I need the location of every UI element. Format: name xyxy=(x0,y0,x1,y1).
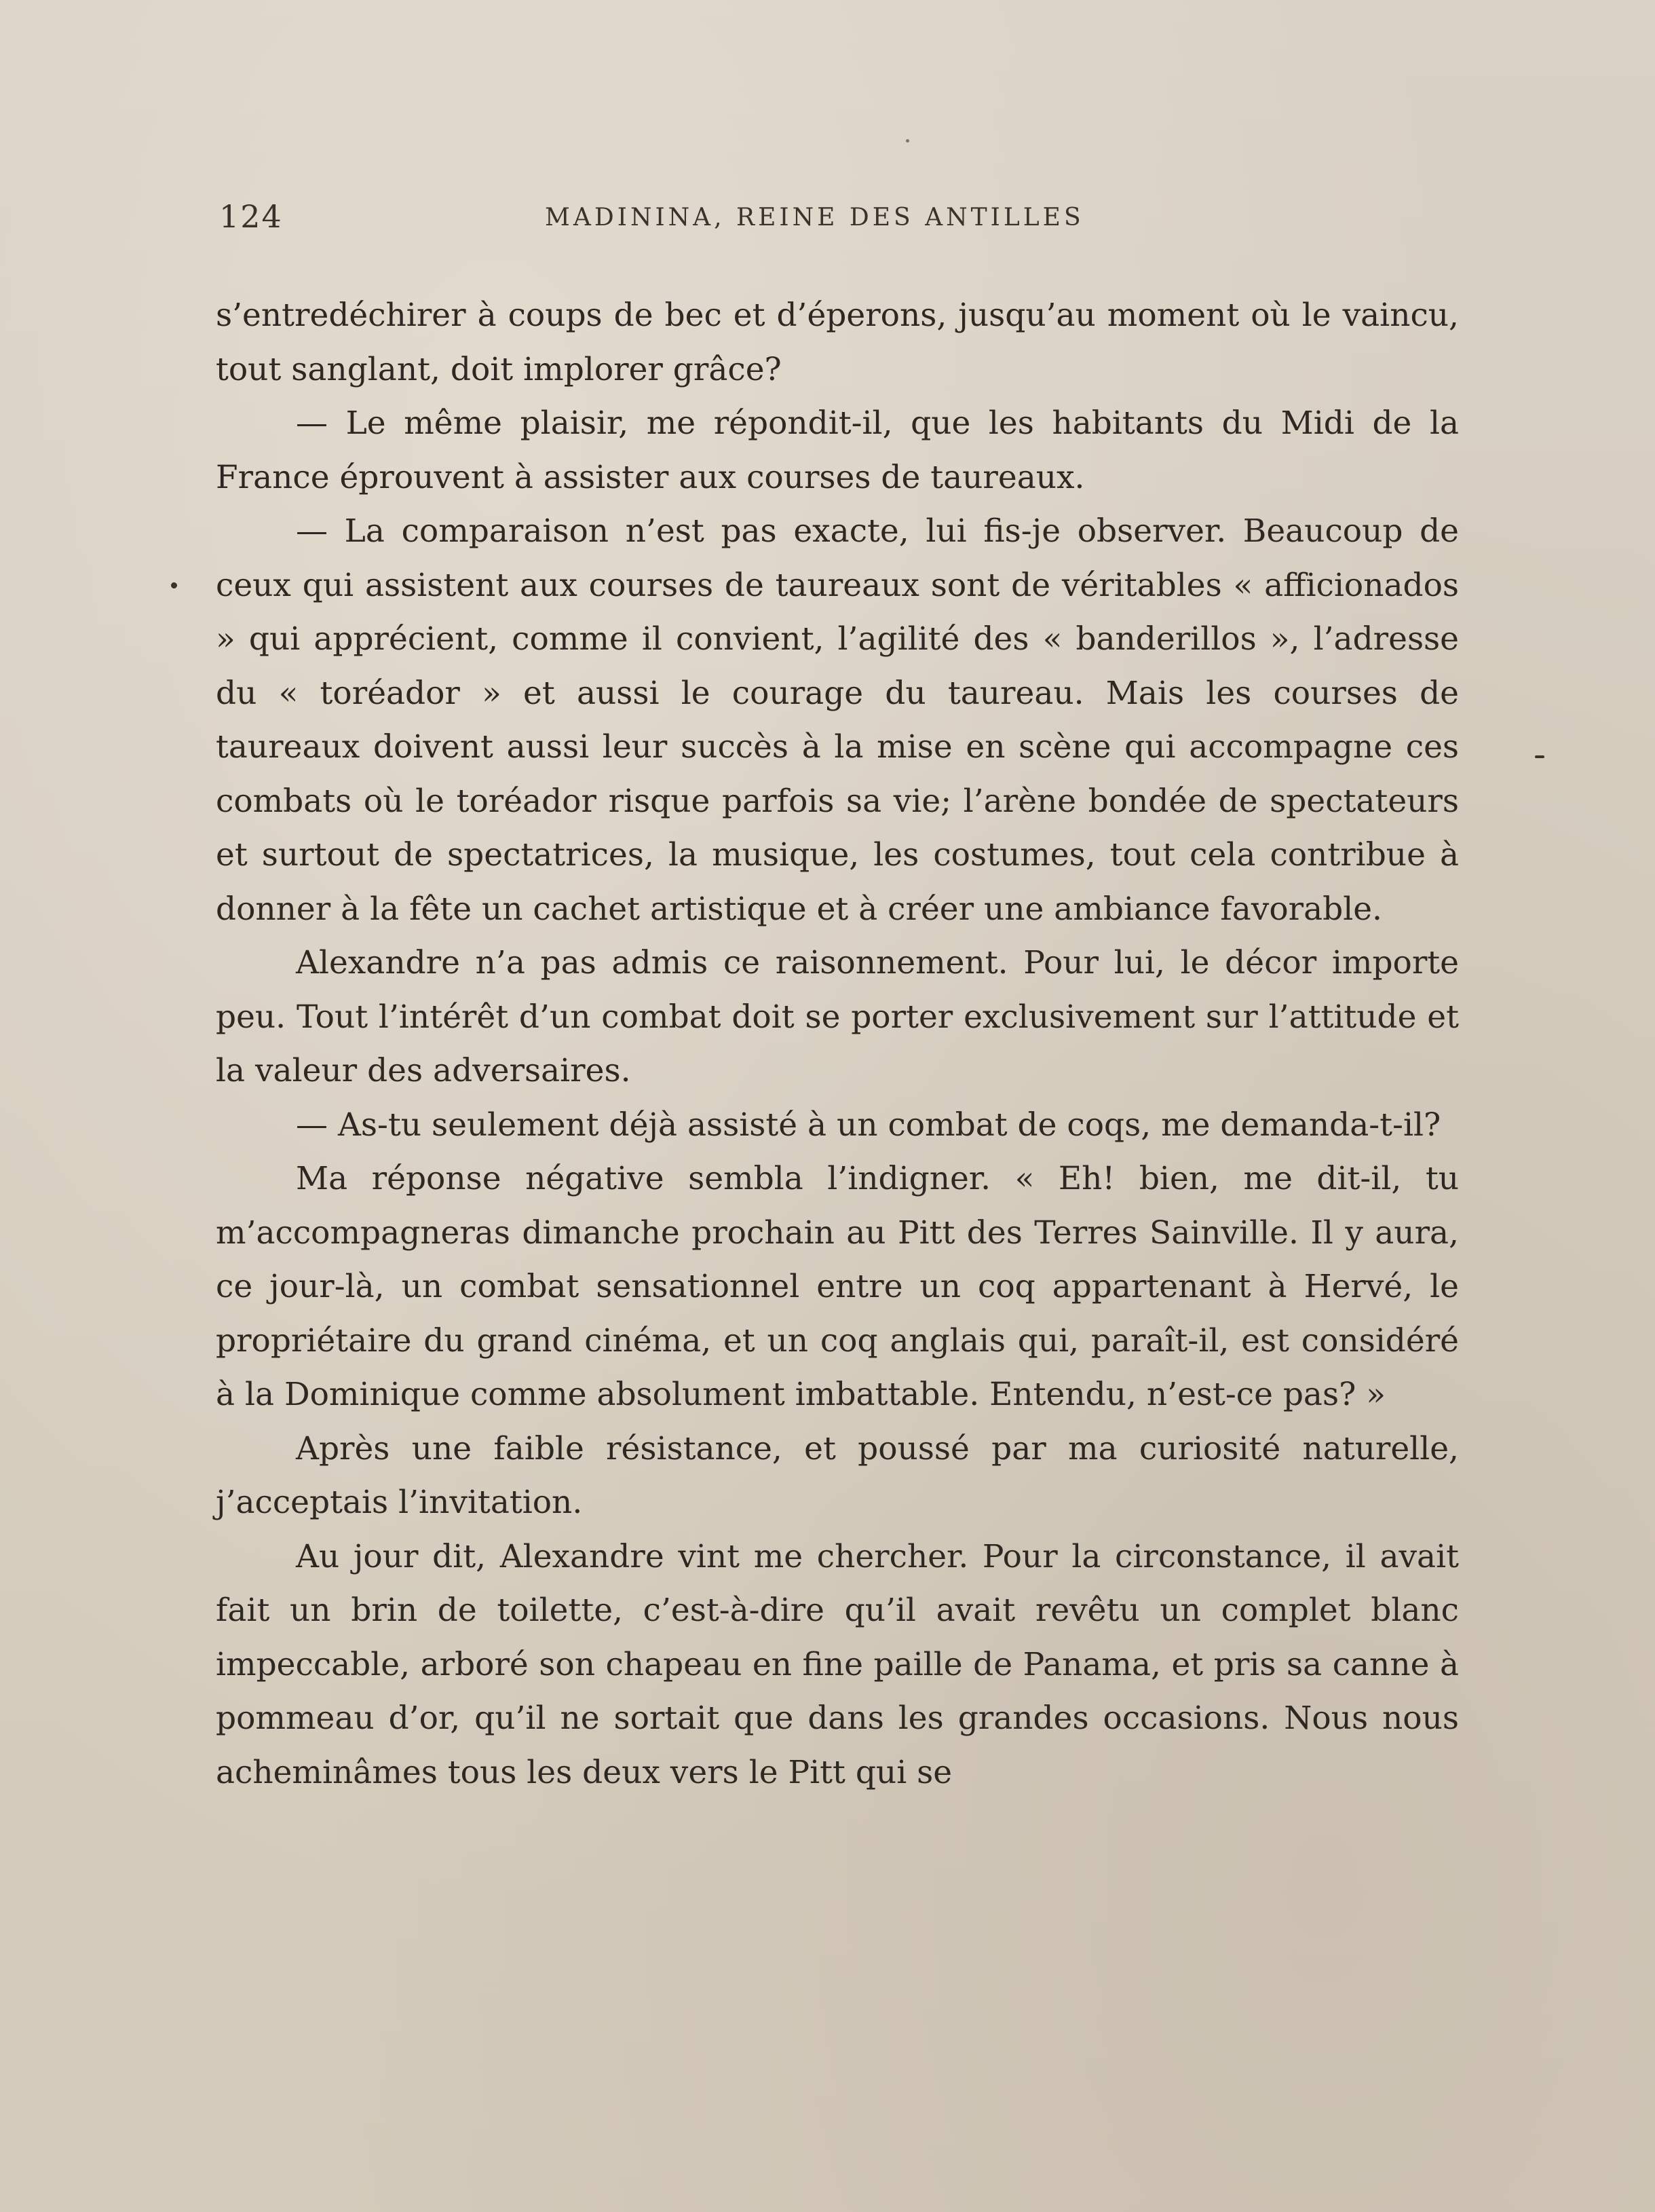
page-header xyxy=(219,198,1461,246)
paper-speck xyxy=(171,582,177,588)
body-text xyxy=(216,288,1459,1799)
paragraph: — As-tu seulement déjà assisté à un combat de coqs, me demanda-t-il? xyxy=(296,1106,1441,1144)
page-number: 124 xyxy=(219,198,283,235)
paper-speck xyxy=(1535,755,1544,758)
paragraph: Alexandre n’a pas admis ce raisonnement. Pour lui, le décor importe peu. Tout l’intérêt d’un combat doit se porter exclusivement sur l’attitude et la valeur des adversaires. xyxy=(216,944,1459,1089)
running-title: MADININA, REINE DES ANTILLES xyxy=(545,204,1084,231)
paragraph: — La comparaison n’est pas exacte, lui fis-je observer. Beaucoup de ceux qui assistent aux courses de taureaux sont de véritables « afficionados » qui apprécient, comme il convient, l’agilité des « banderillos », l’adresse du « toréador » et aussi le courage du taureau. Mais les courses de taureaux doivent aussi leur succès à la mise en scène qui accompagne ces combats où le toréador risque parfois sa vie; l’arène bondée de spectateurs et surtout de spectatrices, la musique, les costumes, tout cela contribue à donner à la fête un cachet artistique et à créer une ambiance favorable. xyxy=(216,512,1459,928)
paragraph: Au jour dit, Alexandre vint me chercher. Pour la circonstance, il avait fait un brin de toilette, c’est-à-dire qu’il avait revêtu un complet blanc impeccable, arboré son chapeau en fine paille de Panama, et pris sa canne à pommeau d’or, qu’il ne sortait que dans les grandes occasions. Nous nous acheminâmes tous les deux vers le Pitt qui se xyxy=(216,1537,1459,1791)
paper-speck xyxy=(906,139,909,143)
paragraph: Ma réponse négative sembla l’indigner. « Eh! bien, me dit-il, tu m’accompagneras dimanche prochain au Pitt des Terres Sainville. Il y aura, ce jour-là, un combat sensationnel entre un coq appartenant à Hervé, le propriétaire du grand cinéma, et un coq anglais qui, paraît-il, est considéré à la Dominique comme absolument imbattable. Entendu, n’est-ce pas? » xyxy=(216,1160,1459,1413)
paragraph: Après une faible résistance, et poussé par ma curiosité naturelle, j’acceptais l’invitation. xyxy=(216,1429,1459,1521)
paragraph: — Le même plaisir, me répondit-il, que les habitants du Midi de la France éprouvent à assister aux courses de taureaux. xyxy=(216,405,1459,496)
paragraph: s’entredéchirer à coups de bec et d’éperons, jusqu’au moment où le vaincu, tout sanglant, doit implorer grâce? xyxy=(216,297,1459,388)
